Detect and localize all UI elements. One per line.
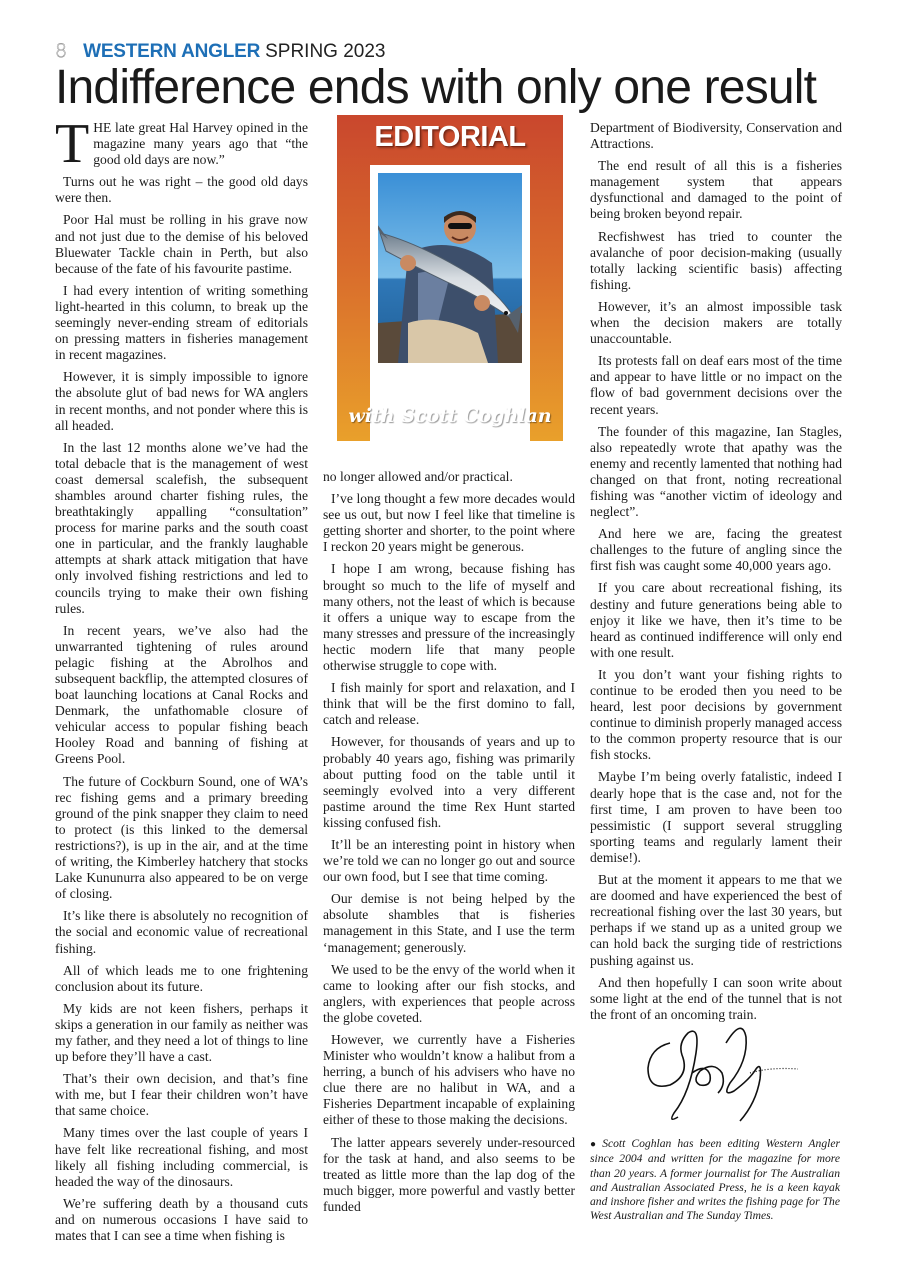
article-paragraph: Poor Hal must be rolling in his grave now and not just due to the demise of his beloved Bluewater Tackle chain in Perth, but also because of the fate of his favourite pastime. [55, 212, 308, 276]
article-paragraph: I hope I am wrong, because fishing has brought so much to the life of myself and many others, not the least of which is because it offers a unique way to escape from the many stresses and pressure of the increasingly hectic modern life that many people otherwise struggle to cope with. [323, 561, 575, 674]
article-paragraph: We’re suffering death by a thousand cuts and on numerous occasions I have said to mates that I can see a time when fishing is [55, 1195, 308, 1243]
article-paragraph: THE late great Hal Harvey opined in the magazine many years ago that “the good old days are now.” [55, 113, 308, 175]
article-paragraph: My kids are not keen fishers, perhaps it skips a generation in our family as neither was my father, and they need a lot of things to line up before they’ll have a cast. [55, 1000, 308, 1065]
article-paragraph: The latter appears severely under-resourced for the task at hand, and also seems to be treated as little more than the lap dog of the much bigger, more powerful and vastly better funded [323, 1134, 575, 1214]
article-paragraph: That’s their own decision, and that’s fine with me, but I fear their children won’t have that same choice. [55, 1071, 308, 1119]
editorial-title: EDITORIAL [374, 121, 526, 153]
article-paragraph: However, we currently have a Fisheries Minister who wouldn’t know a halibut from a herring, a bunch of his advisers who have no clue there are no halibut in WA, and a Fisheries Department incapable of explaining either of these to those making the decisions. [323, 1032, 575, 1128]
editorial-feature-box [337, 115, 563, 441]
article-paragraph: The end result of all this is a fisheries management system that appears dysfunctional and damaged to the point of being broken beyond repair. [590, 158, 842, 222]
article-paragraph: But at the moment it appears to me that we are doomed and have experienced the best of recreational fishing over the last 30 years, but perhaps if we stand up as a united group we can hold back the surging tide of restrictions pushing against us. [590, 872, 842, 968]
author-bio: ● Scott Coghlan has been editing Western Angler since 2004 and written for the magazine for more than 20 years. A former journalist for The Australian and Australian Associated Press, he is a keen kayak and inshore fisher and writes the fishing page for The West Australian and The Sunday Times. [590, 1137, 840, 1223]
article-paragraph: Department of Biodiversity, Conservation and Attractions. [590, 120, 842, 152]
article-paragraph: It’ll be an interesting point in history when we’re told we can no longer go out and source our own food, but I see that time coming. [323, 836, 575, 885]
article-paragraph: no longer allowed and/or practical. [323, 469, 513, 484]
author-signature [630, 1013, 830, 1128]
article-paragraph: Maybe I’m being overly fatalistic, indeed I dearly hope that is the case and, not for the first time, I am proven to have been too pessimistic (I support several struggling sporting teams and regularly lament their demise!). [590, 769, 842, 865]
article-paragraph: It’s like there is absolutely no recognition of the social and economic value of recreational fishing. [55, 908, 308, 956]
article-paragraph: However, it is simply impossible to ignore the absolute glut of bad news for WA anglers in recent months, and not ponder where this is all headed. [55, 369, 308, 433]
article-paragraph: I fish mainly for sport and relaxation, and I think that will be the first domino to fall, catch and release. [323, 680, 575, 728]
article-paragraph: However, for thousands of years and up to probably 40 years ago, fishing was primarily about putting food on the table until it seemingly evolved into a very different pastime around the time Rex Hunt started kissing confused fish. [323, 734, 575, 830]
article-paragraph: And here we are, facing the greatest challenges to the future of angling since the first fish was caught some 40,000 years ago. [590, 526, 842, 574]
article-paragraph: I had every intention of writing something light-hearted in this column, to break up the seemingly never-ending stream of editorials on pressing matters in fisheries management in recent magazines. [55, 282, 308, 363]
article-paragraph: If you care about recreational fishing, its destiny and future generations being able to enjoy it like we have, then it’s time to be heard as continued indifference will only end with one result. [590, 580, 842, 660]
article-column-3 [590, 120, 842, 1029]
author-photo [378, 173, 522, 363]
magazine-name: WESTERN ANGLER [83, 41, 261, 62]
drop-cap: T [55, 113, 90, 175]
article-paragraph: Recfishwest has tried to counter the avalanche of poor decision-making (usually totally lacking scientific basis) affecting fishing. [590, 228, 842, 292]
article-paragraph: We used to be the envy of the world when it came to looking after our fish stocks, and anglers, with experiences that people across the globe coveted. [323, 961, 575, 1025]
article-paragraph: It you don’t want your fishing rights to continue to be eroded then you need to be heard, lest poor decisions by government continue to diminish properly managed access to the common property resource that is our fish stocks. [590, 666, 842, 763]
bullet-icon: ● [590, 1139, 600, 1150]
article-paragraph: Turns out he was right – the good old days were then. [55, 174, 308, 206]
page-number: 8 [55, 40, 68, 62]
article-paragraph: Many times over the last couple of years I have felt like recreational fishing, and most likely all fishing including commercial, is headed the way of the dinosaurs. [55, 1125, 308, 1189]
issue-label: SPRING 2023 [265, 41, 386, 62]
angler-holding-fish-image [378, 173, 522, 363]
article-column-2 [323, 469, 575, 1221]
article-paragraph: In recent years, we’ve also had the unwarranted tightening of rules around pelagic fishing at the Abrolhos and subsequent backflip, the attempted closures of boat launching locations at Canal Rocks and Denmark, the unfathomable closure of vehicular access to popular fishing beach Hooley Road and banning of fishing at Greens Pool. [55, 622, 308, 767]
article-paragraph: I’ve long thought a few more decades would see us out, but now I feel like that timeline is getting shorter and shorter, to the point where I reckon 20 years might be generous. [323, 491, 575, 555]
article-column-1 [55, 113, 308, 1250]
author-photo-frame [370, 165, 530, 441]
editorial-byline: with Scott Coghlan [348, 405, 552, 427]
article-paragraph: However, it’s an almost impossible task when the decision makers are totally unaccountable. [590, 298, 842, 347]
article-paragraph: Its protests fall on deaf ears most of the time and appear to have little or no impact on the flow of bad government decisions over the recent years. [590, 353, 842, 417]
article-paragraph: And then hopefully I can soon write about some light at the end of the tunnel that is not the front of an oncoming train. [590, 974, 842, 1022]
article-paragraph: In the last 12 months alone we’ve had the total debacle that is the management of west coast demersal scalefish, the subsequent shambles around charter fishing rules, the breathtakingly appalling “consultation” process for marine parks and the south coast one in particular, and the frankly laughable attempts at shark attack mitigation that have only involved fishing restrictions and led to councils trying to make their own fishing rules. [55, 439, 308, 616]
article-paragraph: Our demise is not being helped by the absolute shambles that is fisheries management in this State, and I use the term ‘management; generously. [323, 891, 575, 955]
headline: Indifference ends with only one result [55, 61, 817, 114]
article-paragraph: The future of Cockburn Sound, one of WA’s rec fishing gems and a primary breeding ground of the pink snapper they claim to need to protect (is this linked to the demersal restrictions?), is up in the air, and at the time of writing, the Kimberley hatchery that stocks Lake Kununurra also appeared to be on verge of closing. [55, 773, 308, 902]
article-paragraph: The founder of this magazine, Ian Stagles, also repeatedly wrote that apathy was the enemy and recently lamented that nothing had changed on that front, noting recreational fishing was “another victim of ideology and neglect”. [590, 423, 842, 520]
article-paragraph: All of which leads me to one frightening conclusion about its future. [55, 962, 308, 994]
